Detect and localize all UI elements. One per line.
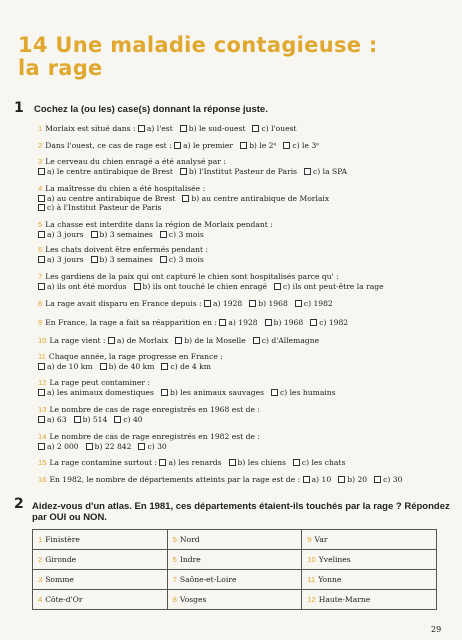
answer-option[interactable] <box>374 475 402 485</box>
option-label: a) les animaux domestiques <box>47 387 154 397</box>
option-label: c) 3 mois <box>168 229 204 239</box>
department-cell[interactable] <box>33 550 168 570</box>
option-label: c) de 4 km <box>170 361 211 371</box>
page-title <box>18 34 378 80</box>
question-number: 15 <box>38 458 47 467</box>
answer-option[interactable] <box>229 458 286 468</box>
answer-option[interactable] <box>271 388 336 398</box>
option-label: a) 1928 <box>228 318 258 327</box>
department-row <box>33 570 437 590</box>
department-number: 1 <box>38 535 43 544</box>
answer-option[interactable] <box>161 362 210 372</box>
option-label: a) de 10 km <box>47 361 93 371</box>
question-8-line-1 <box>38 299 340 309</box>
department-name: Finistère <box>45 535 80 544</box>
checkbox[interactable] <box>219 319 226 326</box>
answer-option[interactable] <box>38 203 161 213</box>
answer-option[interactable] <box>108 336 168 346</box>
question-16-line-1 <box>38 475 409 485</box>
section-2-number: 2 <box>14 496 24 512</box>
checkbox[interactable] <box>134 283 141 290</box>
question-13-line-1 <box>38 405 260 415</box>
page-number: 29 <box>431 625 442 634</box>
question-3-line-1 <box>38 157 226 167</box>
option-label: c) l'ouest <box>261 124 297 133</box>
checkbox[interactable] <box>174 142 181 149</box>
checkbox[interactable] <box>38 443 45 450</box>
answer-option[interactable] <box>134 282 268 292</box>
option-label: a) 2 000 <box>47 441 79 451</box>
answer-option[interactable] <box>138 124 173 134</box>
option-label: b) 20 <box>347 475 368 484</box>
department-number: 2 <box>38 555 43 564</box>
question-text: Les gardiens de la paix qui ont capturé le chien sont hospitalisés parce qu' : <box>45 272 339 281</box>
option-label: b) 514 <box>82 414 108 424</box>
checkbox[interactable] <box>86 443 93 450</box>
question-text: Chaque année, la rage progresse en France : <box>48 352 223 361</box>
answer-option[interactable] <box>180 124 246 134</box>
checkbox[interactable] <box>265 319 272 326</box>
question-10-line-1 <box>38 336 326 346</box>
checkbox[interactable] <box>161 363 168 370</box>
option-label: b) de 40 km <box>108 361 155 371</box>
checkbox[interactable] <box>38 283 45 290</box>
checkbox[interactable] <box>304 168 311 175</box>
answer-option[interactable] <box>38 362 93 372</box>
checkbox[interactable] <box>114 416 121 423</box>
answer-option[interactable] <box>38 282 127 292</box>
question-number: 16 <box>38 475 47 484</box>
department-number: 5 <box>172 535 177 544</box>
department-cell[interactable] <box>167 570 302 590</box>
answer-option[interactable] <box>91 255 153 265</box>
answer-option[interactable] <box>240 141 276 151</box>
answer-option[interactable] <box>304 167 347 177</box>
answer-option[interactable] <box>38 167 173 177</box>
answer-option[interactable] <box>38 388 154 398</box>
option-label: c) ils ont peut-être la rage <box>283 281 384 291</box>
question-4-line-3 <box>38 203 168 213</box>
department-cell[interactable] <box>167 530 302 550</box>
question-12-line-2 <box>38 388 343 398</box>
answer-option[interactable] <box>74 415 108 425</box>
option-label: a) le centre antirabique de Brest <box>47 166 173 176</box>
checkbox[interactable] <box>38 195 45 202</box>
question-number: 8 <box>38 299 43 308</box>
title-line-1: 14 Une maladie contagieuse : <box>18 33 378 57</box>
question-14-line-1 <box>38 432 260 442</box>
option-label: c) les chats <box>301 458 346 467</box>
question-number: 7 <box>38 272 43 281</box>
department-number: 8 <box>172 595 177 604</box>
answer-option[interactable] <box>283 141 319 151</box>
checkbox[interactable] <box>374 476 381 483</box>
question-14-line-2 <box>38 442 174 452</box>
question-number: 3 <box>38 157 43 166</box>
question-11-line-2 <box>38 362 218 372</box>
question-number: 14 <box>38 432 47 441</box>
option-label: a) 10 <box>311 475 332 484</box>
department-cell[interactable] <box>302 570 437 590</box>
answer-option[interactable] <box>265 318 304 328</box>
answer-option[interactable] <box>91 230 153 240</box>
option-label: b) 3 semaines <box>99 229 153 239</box>
option-label: a) 63 <box>47 414 67 424</box>
department-number: 11 <box>307 575 316 584</box>
question-text: Morlaix est situé dans : <box>45 124 138 133</box>
section-2-instruction-line-1: Aidez-vous d'un atlas. En 1981, ces départements étaient-ils touchés par la rage ? Répondez <box>32 501 450 512</box>
department-name: Var <box>314 535 328 544</box>
checkbox[interactable] <box>295 300 302 307</box>
option-label: c) 30 <box>383 475 403 484</box>
checkbox[interactable] <box>38 256 45 263</box>
answer-option[interactable] <box>182 194 329 204</box>
checkbox[interactable] <box>182 195 189 202</box>
question-5-line-1 <box>38 220 273 230</box>
question-number: 4 <box>38 184 43 193</box>
question-text: La rage peut contaminer : <box>49 378 150 387</box>
answer-option[interactable] <box>38 194 175 204</box>
checkbox[interactable] <box>310 319 317 326</box>
question-text: La rage vient : <box>49 336 108 345</box>
department-name: Haute-Marne <box>318 595 371 604</box>
checkbox[interactable] <box>138 443 145 450</box>
answer-option[interactable] <box>161 388 264 398</box>
question-text: Dans l'ouest, ce cas de rage est : <box>45 141 175 150</box>
answer-option[interactable] <box>295 299 333 309</box>
checkbox[interactable] <box>38 389 45 396</box>
question-13-line-2 <box>38 415 150 425</box>
option-label: c) le 3ᵉ <box>292 141 320 150</box>
question-9-line-1 <box>38 318 355 328</box>
option-label: b) de la Moselle <box>184 336 246 345</box>
department-number: 4 <box>38 595 43 604</box>
checkbox[interactable] <box>38 204 45 211</box>
question-number: 13 <box>38 405 47 414</box>
department-cell[interactable] <box>33 530 168 550</box>
answer-option[interactable] <box>293 458 345 468</box>
question-6-line-1 <box>38 245 208 255</box>
question-4-line-1 <box>38 184 205 194</box>
option-label: c) 30 <box>147 441 167 451</box>
question-text: Le nombre de cas de rage enregistrés en 1982 est de : <box>49 432 260 441</box>
checkbox[interactable] <box>74 416 81 423</box>
option-label: b) le 2ᵉ <box>249 141 277 150</box>
answer-option[interactable] <box>175 336 245 346</box>
option-label: a) 3 jours <box>47 254 84 264</box>
checkbox[interactable] <box>249 300 256 307</box>
option-label: b) 22 842 <box>94 441 132 451</box>
answer-option[interactable] <box>174 141 233 151</box>
checkbox[interactable] <box>175 337 182 344</box>
answer-option[interactable] <box>38 415 67 425</box>
department-row <box>33 550 437 570</box>
question-number: 1 <box>38 124 43 133</box>
department-cell[interactable] <box>302 550 437 570</box>
department-number: 10 <box>307 555 316 564</box>
option-label: b) l'Institut Pasteur de Paris <box>188 166 298 176</box>
question-number: 12 <box>38 378 47 387</box>
checkbox[interactable] <box>271 389 278 396</box>
department-cell[interactable] <box>167 590 302 610</box>
option-label: b) 1968 <box>273 318 304 327</box>
department-number: 9 <box>307 535 312 544</box>
question-text: Les chats doivent être enfermés pendant : <box>45 245 209 254</box>
department-cell[interactable] <box>33 570 168 590</box>
checkbox[interactable] <box>38 416 45 423</box>
answer-option[interactable] <box>274 282 384 292</box>
question-text: Le nombre de cas de rage enregistrés en 1968 est de : <box>49 405 260 414</box>
department-name: Indre <box>179 555 201 564</box>
checkbox[interactable] <box>303 476 310 483</box>
answer-option[interactable] <box>38 255 84 265</box>
question-number: 6 <box>38 245 43 254</box>
department-name: Vosges <box>179 595 207 604</box>
option-label: a) les renards <box>168 458 222 467</box>
answer-option[interactable] <box>252 124 296 134</box>
checkbox[interactable] <box>283 142 290 149</box>
option-label: c) 40 <box>123 414 143 424</box>
question-3-line-2 <box>38 167 354 177</box>
answer-option[interactable] <box>180 167 297 177</box>
question-2-line-1 <box>38 141 326 151</box>
question-12-line-1 <box>38 378 150 388</box>
department-cell[interactable] <box>33 590 168 610</box>
question-text: En France, la rage a fait sa réapparition en : <box>45 318 220 327</box>
department-cell[interactable] <box>302 530 437 550</box>
option-label: c) d'Allemagne <box>261 336 320 345</box>
question-11-line-1 <box>38 352 223 362</box>
checkbox[interactable] <box>338 476 345 483</box>
option-label: c) à l'Institut Pasteur de Paris <box>47 203 162 212</box>
option-label: b) au centre antirabique de Morlaix <box>191 193 330 203</box>
question-text: La maîtresse du chien a été hospitalisée : <box>45 184 206 193</box>
question-text: Le cerveau du chien enragé a été analysé par : <box>45 157 226 166</box>
answer-option[interactable] <box>138 442 166 452</box>
department-name: Yvelines <box>318 555 351 564</box>
question-number: 11 <box>38 352 46 361</box>
section-2-instruction-line-2: par OUI ou NON. <box>32 512 107 523</box>
answer-option[interactable] <box>303 475 332 485</box>
question-7-line-2 <box>38 282 391 292</box>
department-number: 6 <box>172 555 177 564</box>
option-label: a) l'est <box>146 124 173 133</box>
department-name: Côte-d'Or <box>45 595 83 604</box>
checkbox[interactable] <box>160 231 167 238</box>
checkbox[interactable] <box>253 337 260 344</box>
option-label: a) le premier <box>183 141 234 150</box>
checkbox[interactable] <box>252 125 259 132</box>
answer-option[interactable] <box>253 336 319 346</box>
department-row <box>33 530 437 550</box>
question-7-line-1 <box>38 272 339 282</box>
option-label: c) 3 mois <box>168 254 204 264</box>
question-number: 10 <box>38 336 47 345</box>
section-1-number: 1 <box>14 100 24 116</box>
answer-option[interactable] <box>38 230 84 240</box>
department-cell[interactable] <box>302 590 437 610</box>
option-label: c) 1982 <box>303 299 333 308</box>
checkbox[interactable] <box>160 256 167 263</box>
section-2-instruction <box>32 501 450 523</box>
option-label: b) ils ont touché le chien enragé <box>142 281 268 291</box>
checkbox[interactable] <box>108 337 115 344</box>
checkbox[interactable] <box>293 459 300 466</box>
answer-option[interactable] <box>160 230 204 240</box>
option-label: a) 3 jours <box>47 229 84 239</box>
question-15-line-1 <box>38 458 352 468</box>
checkbox[interactable] <box>38 168 45 175</box>
department-name: Saône-et-Loire <box>179 575 237 584</box>
section-1-instruction: Cochez la (ou les) case(s) donnant la réponse juste. <box>34 104 268 115</box>
checkbox[interactable] <box>38 363 45 370</box>
question-number: 9 <box>38 318 43 327</box>
answer-option[interactable] <box>249 299 288 309</box>
question-4-line-2 <box>38 194 336 204</box>
answer-option[interactable] <box>114 415 142 425</box>
question-text: La rage avait disparu en France depuis : <box>45 299 204 308</box>
option-label: a) 1928 <box>213 299 243 308</box>
title-line-2: la rage <box>18 56 103 80</box>
checkbox[interactable] <box>91 231 98 238</box>
option-label: b) les animaux sauvages <box>169 387 264 397</box>
department-name: Gironde <box>45 555 77 564</box>
department-name: Somme <box>45 575 74 584</box>
option-label: c) les humains <box>279 387 336 397</box>
option-label: b) les chiens <box>237 458 286 467</box>
department-name: Nord <box>179 535 200 544</box>
department-cell[interactable] <box>167 550 302 570</box>
checkbox[interactable] <box>180 168 187 175</box>
option-label: b) 1968 <box>258 299 288 308</box>
checkbox[interactable] <box>180 125 187 132</box>
checkbox[interactable] <box>91 256 98 263</box>
answer-option[interactable] <box>204 299 242 309</box>
department-name: Yonne <box>318 575 342 584</box>
option-label: b) 3 semaines <box>99 254 153 264</box>
answer-option[interactable] <box>338 475 367 485</box>
answer-option[interactable] <box>310 318 348 328</box>
department-number: 7 <box>172 575 177 584</box>
option-label: c) 1982 <box>319 318 349 327</box>
question-number: 5 <box>38 220 43 229</box>
question-number: 2 <box>38 141 43 150</box>
department-row <box>33 590 437 610</box>
answer-option[interactable] <box>38 442 79 452</box>
department-number: 3 <box>38 575 43 584</box>
departments-table <box>32 529 437 610</box>
checkbox[interactable] <box>159 459 166 466</box>
checkbox[interactable] <box>274 283 281 290</box>
option-label: a) au centre antirabique de Brest <box>47 193 176 203</box>
answer-option[interactable] <box>159 458 221 468</box>
question-6-line-2 <box>38 255 211 265</box>
checkbox[interactable] <box>161 389 168 396</box>
question-text: La chasse est interdite dans la région de Morlaix pendant : <box>45 220 273 229</box>
question-text: En 1982, le nombre de départements atteints par la rage est de : <box>49 475 303 484</box>
option-label: b) le sud-ouest <box>188 124 246 133</box>
checkbox[interactable] <box>100 363 107 370</box>
option-label: a) de Morlaix <box>116 336 169 345</box>
checkbox[interactable] <box>38 231 45 238</box>
option-label: c) la SPA <box>313 166 348 176</box>
checkbox[interactable] <box>138 125 145 132</box>
checkbox[interactable] <box>240 142 247 149</box>
checkbox[interactable] <box>204 300 211 307</box>
checkbox[interactable] <box>229 459 236 466</box>
answer-option[interactable] <box>219 318 257 328</box>
question-5-line-2 <box>38 230 211 240</box>
department-number: 12 <box>307 595 316 604</box>
answer-option[interactable] <box>86 442 132 452</box>
answer-option[interactable] <box>100 362 155 372</box>
question-1-line-1 <box>38 124 304 134</box>
question-text: La rage contamine surtout : <box>49 458 160 467</box>
option-label: a) ils ont été mordus <box>47 281 127 291</box>
answer-option[interactable] <box>160 255 204 265</box>
